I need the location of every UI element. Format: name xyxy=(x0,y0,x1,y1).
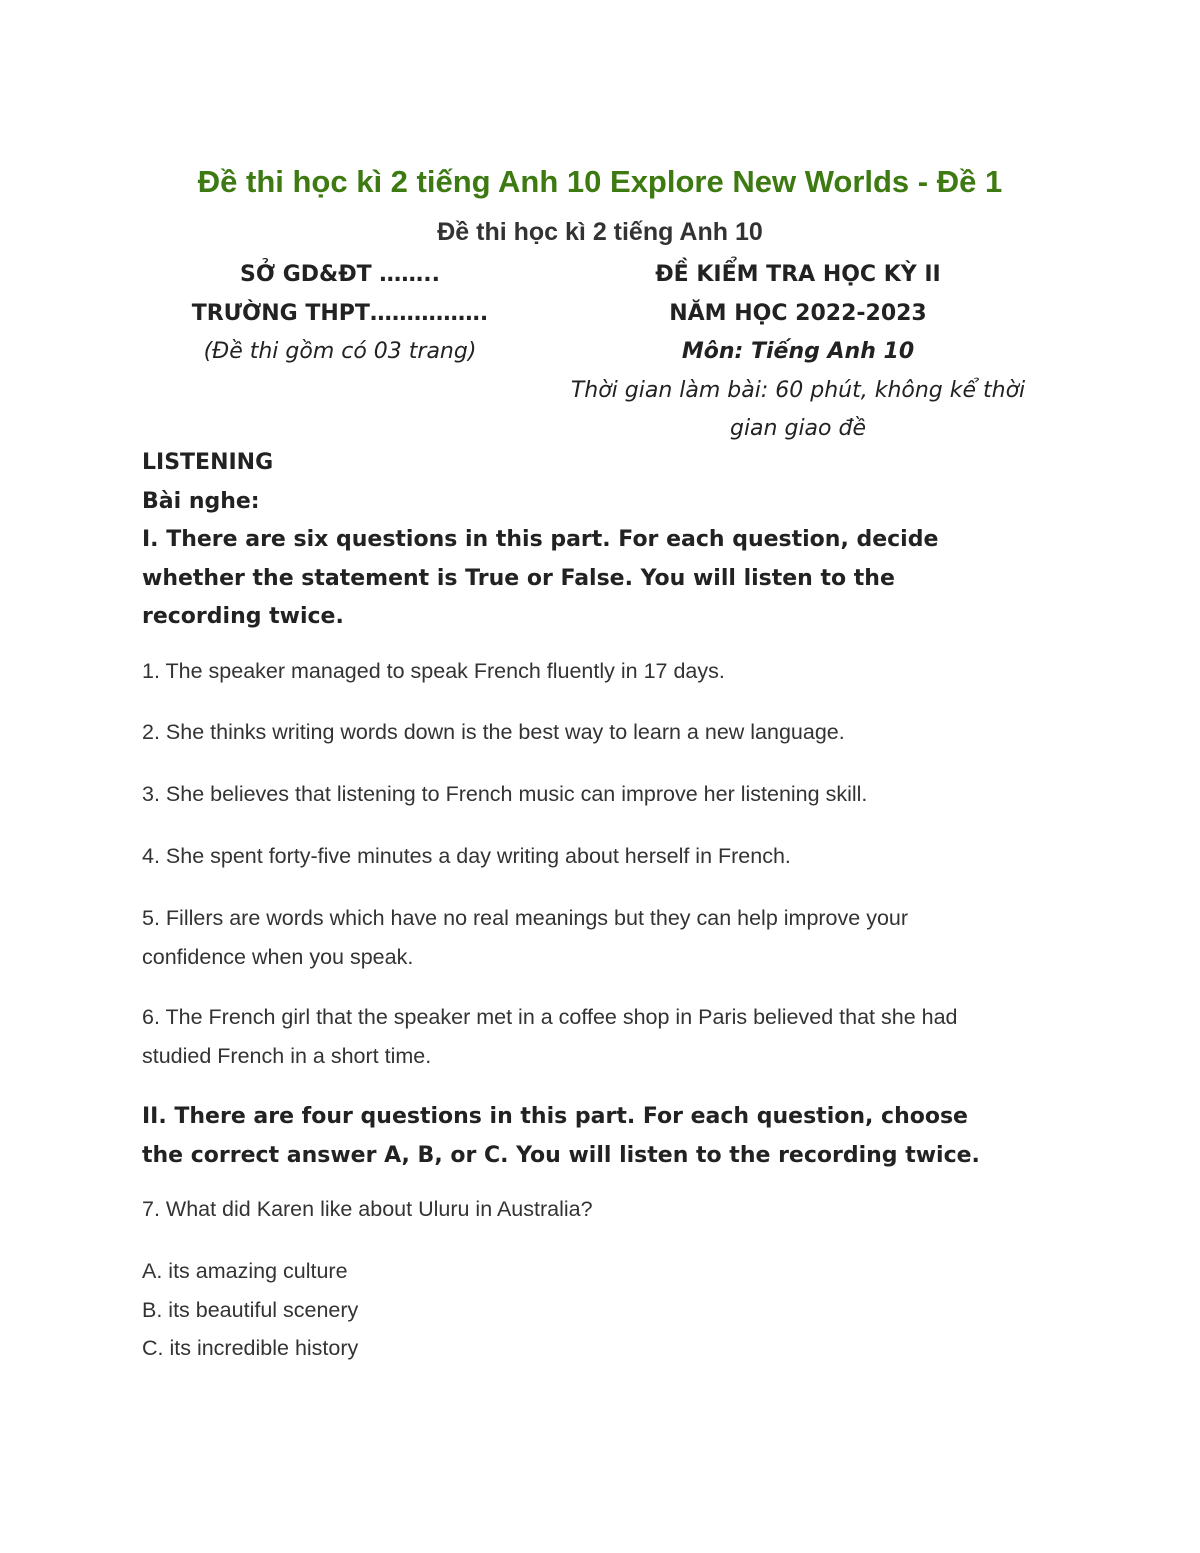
part1-instruction-line1: I. There are six questions in this part. For each question, decide xyxy=(142,527,939,552)
question-text-line2: studied French in a short time. xyxy=(142,1043,432,1068)
question-text: 2. She thinks writing words down is the best way to learn a new language. xyxy=(142,720,845,744)
option-c: C. its incredible history xyxy=(142,1336,359,1360)
header-left xyxy=(140,256,540,372)
question-text-line1: 6. The French girl that the speaker met in a coffee shop in Paris believed that she had xyxy=(142,1005,958,1029)
page-title: Đề thi học kì 2 tiếng Anh 10 Explore New Worlds - Đề 1 xyxy=(197,164,1003,199)
question-text: 3. She believes that listening to French music can improve her listening skill. xyxy=(142,782,868,806)
answer-options xyxy=(142,1252,1062,1368)
question-text: 4. She spent forty-five minutes a day writing about herself in French. xyxy=(142,844,791,868)
question-text-line2: confidence when you speak. xyxy=(142,944,414,969)
listening-section xyxy=(142,444,1062,637)
part1-instruction-line2: whether the statement is True or False. You will listen to the xyxy=(142,565,895,591)
question-2 xyxy=(142,713,1062,752)
part1-instruction-line3: recording twice. xyxy=(142,604,344,629)
exam-name: ĐỀ KIỂM TRA HỌC KỲ II xyxy=(655,262,941,287)
question-6 xyxy=(142,998,1062,1075)
option-a: A. its amazing culture xyxy=(142,1259,348,1283)
time-line-1: Thời gian làm bài: 60 phút, không kể thời xyxy=(570,377,1026,403)
question-4 xyxy=(142,837,1062,876)
page-count-note: (Đề thi gồm có 03 trang) xyxy=(203,339,477,364)
question-text: 7. What did Karen like about Uluru in Australia? xyxy=(142,1197,593,1221)
part2-instruction-line2: the correct answer A, B, or C. You will listen to the recording twice. xyxy=(142,1142,980,1168)
question-text-line1: 5. Fillers are words which have no real meanings but they can help improve your xyxy=(142,906,909,930)
part2-instruction xyxy=(142,1098,1102,1175)
school-year: NĂM HỌC 2022-2023 xyxy=(669,300,927,326)
header-right xyxy=(548,256,1048,449)
part2-instruction-line1: II. There are four questions in this part. For each question, choose xyxy=(142,1104,968,1129)
question-3 xyxy=(142,775,1062,814)
department-line: SỞ GD&ĐT …….. xyxy=(239,262,441,287)
subject-line: Môn: Tiếng Anh 10 xyxy=(681,339,915,364)
section-subheading: Bài nghe: xyxy=(142,488,260,514)
question-1 xyxy=(142,652,1062,691)
option-b: B. its beautiful scenery xyxy=(142,1297,359,1322)
time-line-2: gian giao đề xyxy=(729,416,866,441)
question-7 xyxy=(142,1190,1062,1229)
page-subtitle: Đề thi học kì 2 tiếng Anh 10 xyxy=(437,218,763,246)
question-5 xyxy=(142,899,1062,976)
question-text: 1. The speaker managed to speak French fluently in 17 days. xyxy=(142,659,725,683)
section-heading: LISTENING xyxy=(142,450,274,475)
school-line: TRƯỜNG THPT……………. xyxy=(191,300,489,326)
